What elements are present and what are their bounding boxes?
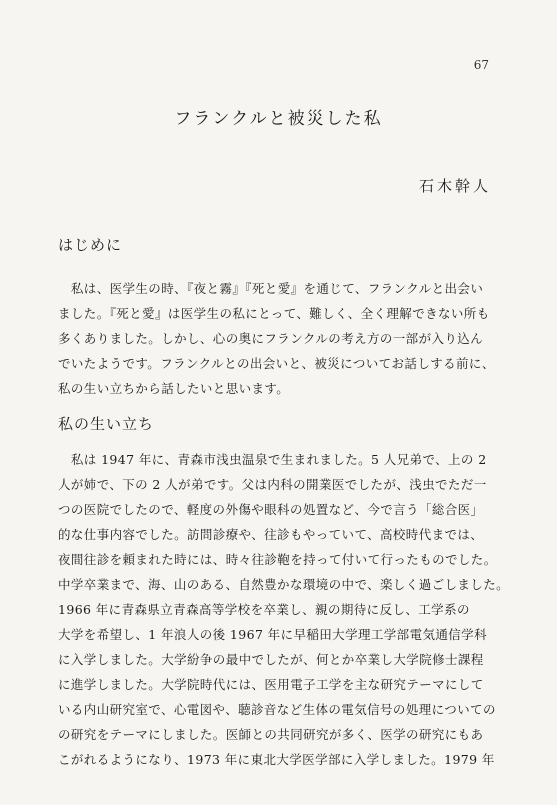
text-line: つの医院でしたので、軽度の外傷や眼科の処置など、今で言う「総合医」 xyxy=(58,502,484,517)
text-line: 夜間往診を頼まれた時には、時々往診鞄を持って付いて行ったものでした。 xyxy=(58,552,497,567)
text-line: こがれるようになり、1973 年に東北大学医学部に入学しました。1979 年 xyxy=(58,752,495,767)
page-number: 67 xyxy=(473,58,489,72)
paragraph-upbringing xyxy=(58,447,510,772)
paragraph-introduction xyxy=(58,276,498,401)
text-line: 私は 1947 年に、青森市浅虫温泉で生まれました。5 人兄弟で、上の 2 xyxy=(58,452,487,467)
author-name: 石木幹人 xyxy=(418,177,491,195)
text-line: に進学しました。大学院時代には、医用電子工学を主な研究テーマにして xyxy=(58,677,484,692)
text-line: 1966 年に青森県立青森高等学校を卒業し、親の期待に反し、工学系の xyxy=(58,602,470,617)
text-line: 的な仕事内容でした。訪問診療や、往診もやっていて、高校時代までは、 xyxy=(58,527,484,542)
text-line: 人が姉で、下の 2 人が弟です。父は内科の開業医でしたが、浅虫でただ一 xyxy=(58,477,487,492)
text-line: いる内山研究室で、心電図や、聴診音など生体の電気信号の処理についての xyxy=(58,702,496,717)
text-line: の研究をテーマにしました。医師との共同研究が多く、医学の研究にもあ xyxy=(58,727,484,742)
section-heading-introduction: はじめに xyxy=(58,236,123,254)
text-line: 多くありました。しかし、心の奥にフランクルの考え方の一部が入り込ん xyxy=(58,331,484,346)
text-line: 大学を希望し、1 年浪人の後 1967 年に早稲田大学理工学部電気通信学科 xyxy=(58,627,487,642)
section-heading-upbringing: 私の生い立ち xyxy=(58,415,155,433)
text-line: ました。『死と愛』は医学生の私にとって、難しく、全く理解できない所も xyxy=(58,306,490,321)
text-line: に入学しました。大学紛争の最中でしたが、何とか卒業し大学院修士課程 xyxy=(58,652,484,667)
text-line: 私の生い立ちから話したいと思います。 xyxy=(58,381,290,396)
text-line: 中学卒業まで、海、山のある、自然豊かな環境の中で、楽しく過ごしました。 xyxy=(58,577,510,592)
article-title: フランクルと被災した私 xyxy=(174,109,383,129)
text-line: でいたようです。フランクルとの出会いと、被災についてお話しする前に、 xyxy=(58,356,495,371)
text-line: 私は、医学生の時、『夜と霧』『死と愛』を通じて、フランクルと出会い xyxy=(58,281,484,296)
